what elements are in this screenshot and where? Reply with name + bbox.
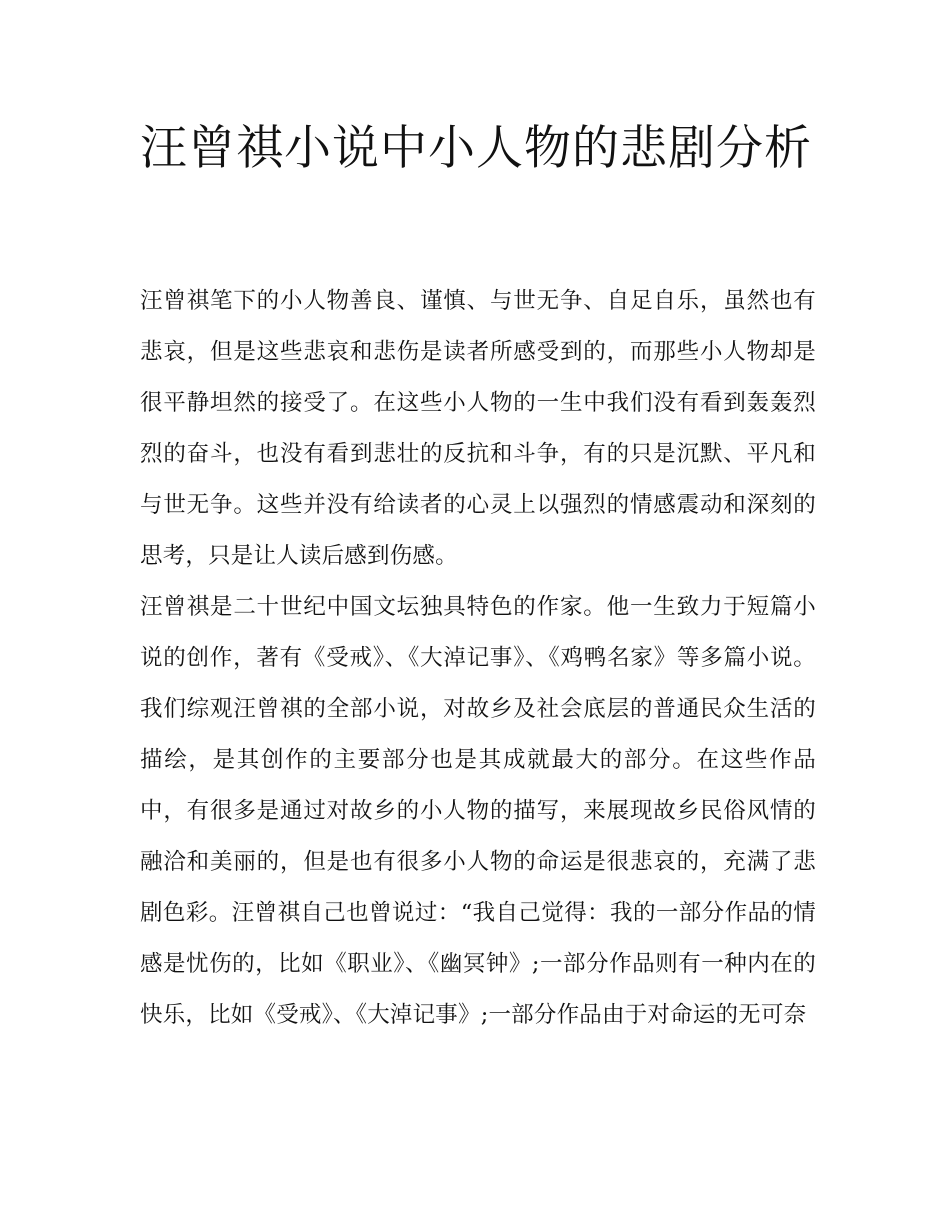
document-title: 汪曾祺小说中小人物的悲剧分析 <box>140 121 812 176</box>
paragraph-2: 汪曾祺是二十世纪中国文坛独具特色的作家。他一生致力于短篇小说的创作，著有《受戒》、《大淖记事》、《鸡鸭名家》等多篇小说。我们综观汪曾祺的全部小说，对故乡及社会底层的普通民众生活的描绘，是其创作的主要部分也是其成就最大的部分。在这些作品中，有很多是通过对故乡的小人物的描写，来展现故乡民俗风情的融洽和美丽的，但是也有很多小人物的命运是很悲哀的，充满了悲剧色彩。汪曾祺自己也曾说过：“我自己觉得：我的一部分作品的情感是忧伤的，比如《职业》、《幽冥钟》;一部分作品则有一种内在的快乐，比如《受戒》、《大淖记事》;一部分作品由于对命运的无可奈 <box>140 594 816 1028</box>
document-body <box>140 276 816 1041</box>
paragraph-1: 汪曾祺笔下的小人物善良、谨慎、与世无争、自足自乐，虽然也有悲哀，但是这些悲哀和悲伤是读者所感受到的，而那些小人物却是很平静坦然的接受了。在这些小人物的一生中我们没有看到轰轰烈烈的奋斗，也没有看到悲壮的反抗和斗争，有的只是沉默、平凡和与世无争。这些并没有给读者的心灵上以强烈的情感震动和深刻的思考，只是让人读后感到伤感。 <box>140 288 816 569</box>
